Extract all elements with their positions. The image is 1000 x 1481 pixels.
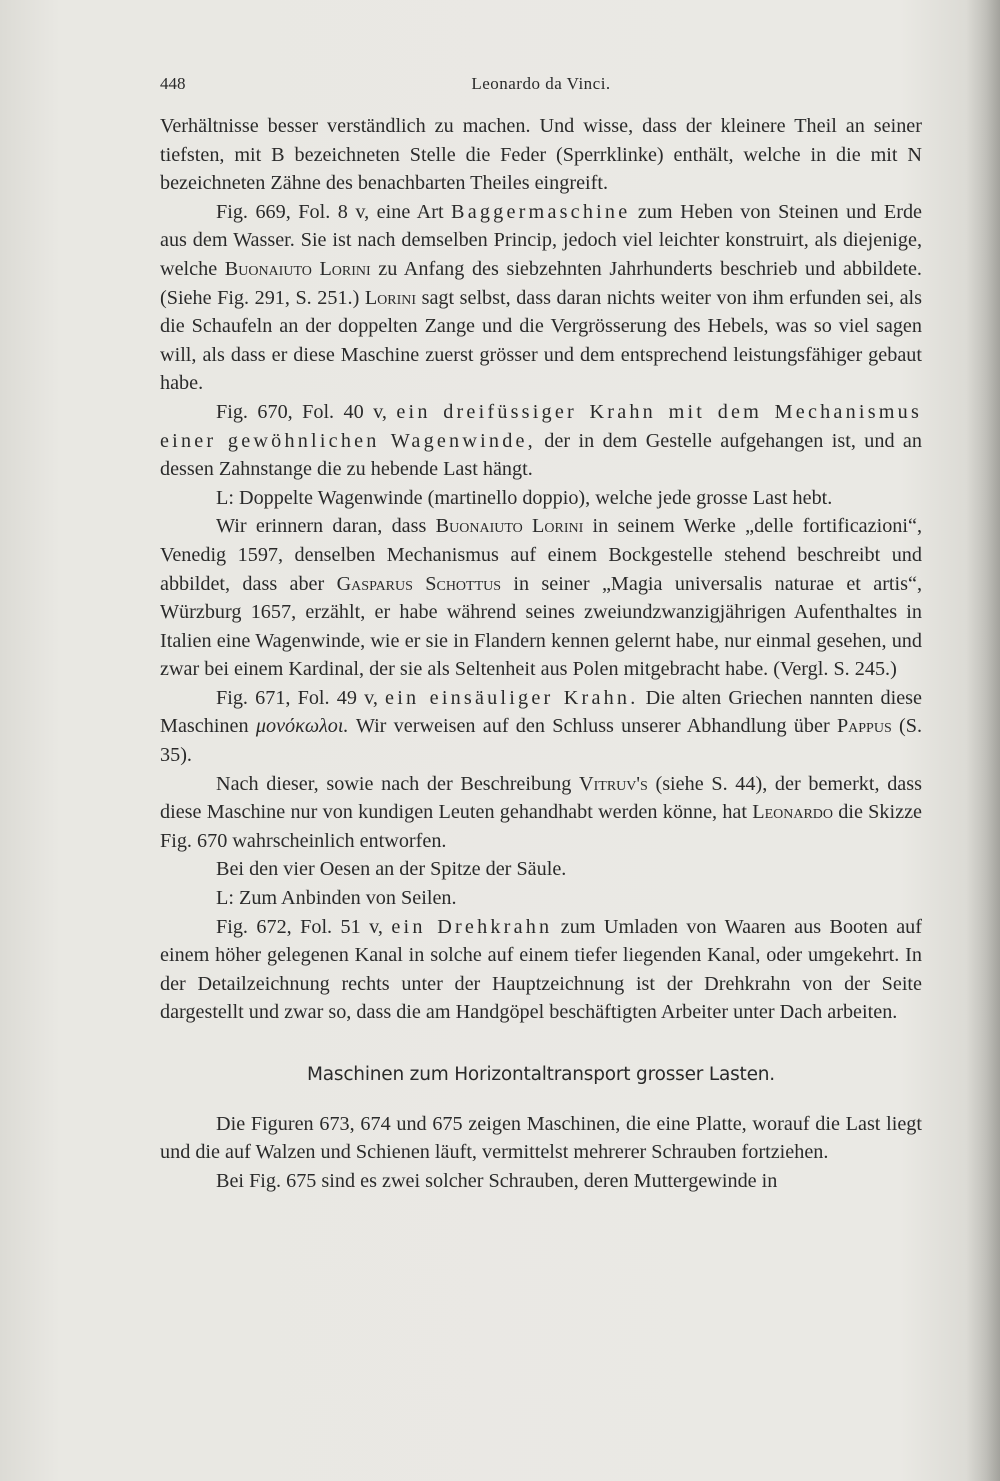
page-header [160,74,922,100]
spaced-term: ein einsäuliger Krahn. [385,686,639,709]
text-run: sagt selbst, dass daran nichts weiter von ihm erfunden sei, als die Schaufeln an der doppelten Zange und die Vergrösserung des Hebels, was so viel sagen will, als dass er diese Maschine zuerst grösser und dem entsprechend leistungsfähiger gebaut habe. [160,286,922,395]
person-name: Vitruv's [579,772,648,795]
paragraph-vitruv [160,770,922,856]
paragraph-figures-673-675 [160,1110,922,1167]
paragraph-fig-669 [160,198,922,398]
text-run: der in dem Gestelle aufgehangen ist, und an dessen Zahnstange die zu hebende Last hängt. [160,429,922,481]
page-number: 448 [160,74,186,93]
paragraph-fig-670 [160,398,922,484]
text-run: (S. 35). [160,715,923,767]
text-run: Bei den vier Oesen an der Spitze der Säule. [216,858,567,881]
text-run: Fig. 672, Fol. 51 v, [216,915,392,938]
person-name: Buonaiuto Lorini [224,257,371,280]
text-run: Die Figuren 673, 674 und 675 zeigen Maschinen, die eine Platte, worauf die Last liegt und die auf Walzen und Schienen läuft, vermittelst mehrerer Schrauben fortziehen. [160,1112,922,1164]
person-name: Buonaiuto Lorini [435,515,584,538]
text-run: Fig. 671, Fol. 49 v, [216,686,386,709]
text-run: zum Heben von Steinen und Erde aus dem Wasser. Sie ist nach demselben Princip, jedoch viel leichter konstruirt, als diejenige, welche [160,200,922,280]
paragraph-1-text: Verhältnisse besser verständlich zu machen. Und wisse, dass der kleinere Theil an seiner tiefsten, mit B bezeichneten Stelle die Feder (Sperrklinke) enthält, welche in die mit N bezeichneten Zähne des benachbarten Theiles eingreift. [160,115,922,195]
text-run: L: Doppelte Wagenwinde (martinello doppio), welche jede grosse Last hebt. [216,486,833,509]
text-run: L: Zum Anbinden von Seilen. [216,887,457,910]
paragraph-1 [160,112,922,198]
paragraph-l-note-2 [160,884,922,913]
person-name: Leonardo [752,801,834,824]
text-run: (siehe S. 44), der bemerkt, dass diese Maschine nur von kundigen Leuten gehandhabt werden könne, hat [160,772,922,824]
text-run: die Skizze Fig. 670 wahrscheinlich entworfen. [160,801,922,852]
text-run: Wir verweisen auf den Schluss unserer Abhandlung über [348,715,837,738]
spaced-term: ein Drehkrahn [391,915,553,938]
paragraph-fig-675 [160,1167,922,1196]
person-name: Lorini [364,286,417,309]
paragraph-lorini [160,512,922,684]
spaced-term: Baggermaschine [451,200,631,223]
running-title: Leonardo da Vinci. [471,74,611,93]
text-run: zu Anfang des siebzehnten Jahrhunderts beschrieb und abbildete. (Siehe Fig. 291, S. 251.) [160,257,922,309]
text-run: zum Umladen von Waaren aus Booten auf einem höher gelegenen Kanal in solche auf einem tiefer liegenden Kanal, oder umgekehrt. In der Detailzeichnung rechts unter der Hauptzeichnung ist der Drehkrahn von der Seite dargestellt und zwar so, dass die am Handgöpel beschäftigten Arbeiter unter Dach arbeiten. [160,915,922,1024]
text-run: Wir erinnern daran, dass [216,515,436,538]
paragraph-oesen [160,855,922,884]
spaced-term: ein dreifüssiger Krahn mit dem Mechanismus einer gewöhnlichen Wagenwinde, [160,400,922,452]
text-run: Fig. 670, Fol. 40 v, [216,400,397,423]
paragraph-l-note-1 [160,484,922,513]
section-heading: Maschinen zum Horizontaltransport grosser Lasten. [307,1064,775,1085]
text-run: in seinem Werke „delle fortificazioni“, Venedig 1597, denselben Mechanismus auf einem Bockgestelle stehend beschreibt und abbildet, dass aber [160,515,922,595]
page-gutter-shadow [966,0,1000,1481]
text-run: Fig. 669, Fol. 8 v, eine Art [216,200,452,223]
text-run: Bei Fig. 675 sind es zwei solcher Schrauben, deren Muttergewinde in [216,1169,778,1192]
text-run: in seiner „Magia universalis naturae et artis“, Würzburg 1657, erzählt, er habe während seines zweiundzwanzigjährigen Aufenthaltes in Italien eine Wagenwinde, wie er sie in Flandern kennen gelernt habe, nur einmal gesehen, und zwar bei einem Kardinal, der sie als Seltenheit aus Polen mitgebracht habe. (Vergl. S. 245.) [160,572,923,681]
greek-term: μονόκωλοι. [255,715,349,738]
paragraph-fig-671 [160,684,922,770]
person-name: Gasparus Schottus [336,572,502,595]
person-name: Pappus [836,715,892,738]
text-run: Die alten Griechen nannten diese Maschinen [160,686,922,738]
text-run: Nach dieser, sowie nach der Beschreibung [216,772,580,795]
paragraph-fig-672 [160,913,922,1027]
page-body [160,112,922,1195]
